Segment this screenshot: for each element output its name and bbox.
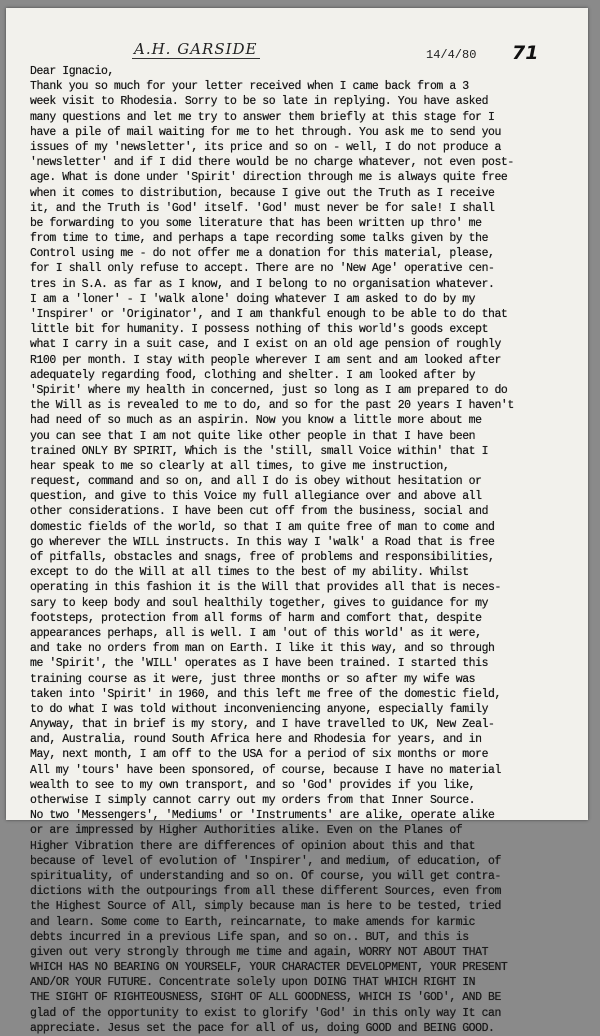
letter-line: R100 per month. I stay with people wherever I am sent and am looked after [30, 353, 501, 367]
letter-line: hear speak to me so clearly at all times, to give me instruction, [30, 459, 450, 473]
letter-line: to do what I was told without inconveniencing anyone, especially family [30, 702, 489, 716]
letter-line: and take no orders from man on Earth. I like it this way, and so through [30, 642, 495, 656]
letter-line: dictions with the outpourings from all these different Sources, even from [30, 885, 501, 899]
letter-line: No two 'Messengers', 'Mediums' or 'Instruments' are alike, operate alike [30, 809, 495, 823]
letter-line: 'Inspirer' or 'Originator', and I am thankful enough to be able to do that [30, 308, 508, 321]
letter-line: except to do the Will at all times to the best of my ability. Whilst [30, 566, 469, 580]
letter-line: and, Australia, round South Africa here and Rhodesia for years, and in [30, 733, 482, 747]
letter-line: domestic fields of the world, so that I am quite free of man to come and [30, 520, 495, 534]
letter-line: taken into 'Spirit' in 1960, and this left me free of the domestic field, [30, 687, 501, 701]
letter-line: otherwise I simply cannot carry out my orders from that Inner Source. [30, 794, 476, 807]
letter-line: request, command and so on, and all I do is obey without hesitation or [30, 475, 482, 489]
letter-line: it, and the Truth is 'God' itself. 'God' must never be for sale! I shall [30, 201, 495, 215]
page-number: 71 [512, 42, 539, 64]
letter-line: little bit for humanity. I possess nothing of this world's goods except [30, 323, 489, 337]
letter-line: question, and give to this Voice my full allegiance over and above all [30, 490, 482, 504]
letter-line: the Highest Source of All, simply because man is here to be tested, tried [30, 900, 501, 914]
letter-line: spirituality, of understanding and so on. Of course, you will get contra- [30, 869, 501, 883]
letter-line: footsteps, protection from all forms of harm and comfort that, despite [30, 611, 482, 625]
letter-line: appreciate. Jesus set the pace for all of us, doing GOOD and BEING GOOD. [30, 1021, 495, 1035]
letter-line: from time to time, and perhaps a tape recording some talks given by the [30, 232, 489, 246]
letter-line: tres in S.A. as far as I know, and I belong to no organisation whatever. [30, 277, 495, 291]
letter-line: appearances perhaps, all is well. I am 'out of this world' as it were, [30, 626, 482, 640]
letter-line: the Will as is revealed to me to do, and so for the past 20 years I haven't [30, 399, 514, 413]
letter-line: because of level of evolution of 'Inspirer', and medium, of education, of [30, 854, 501, 868]
letter-line: issues of my 'newsletter', its price and so on - well, I do not produce a [30, 140, 501, 154]
letter-line: THE SIGHT OF RIGHTEOUSNESS, SIGHT OF ALL GOODNESS, WHICH IS 'GOD', AND BE [30, 991, 501, 1005]
letter-line: debts incurred in a previous Life span, and so on.. BUT, and this is [30, 930, 469, 944]
letter-line: operating in this fashion it is the Will that provides all that is neces- [30, 581, 501, 595]
letter-line: age. What is done under 'Spirit' direction through me is always quite free [30, 171, 508, 185]
letter-line: 'Spirit' where my health in concerned, just so long as I am prepared to do [30, 383, 508, 397]
letter-line: adequately regarding food, clothing and shelter. I am looked after by [30, 368, 476, 382]
letter-line: and learn. Some come to Earth, reincarnate, to make amends for karmic [30, 915, 476, 929]
letter-line: AND/OR YOUR FUTURE. Concentrate solely upon DOING THAT WHICH RIGHT IN [30, 976, 476, 990]
letter-line: given out very strongly through me time and again, WORRY NOT ABOUT THAT [30, 945, 489, 959]
letter-line: had need of so much as an aspirin. Now you know a little more about me [30, 414, 482, 428]
letter-line: other considerations. I have been cut off from the business, social and [30, 505, 489, 519]
letter-line: go wherever the WILL instructs. In this way I 'walk' a Road that is free [30, 535, 495, 549]
letter-line: Dear Ignacio, [30, 65, 114, 78]
letter-line: All my 'tours' have been sponsored, of course, because I have no material [30, 763, 501, 777]
letter-line: wealth to see to my own transport, and so 'God' provides if you like, [30, 778, 476, 792]
letter-page [6, 8, 588, 1035]
letter-line: of pitfalls, obstacles and snags, free of problems and responsibilities, [30, 551, 495, 564]
letter-date: 14/4/80 [426, 48, 477, 62]
letter-body [30, 64, 580, 1036]
letter-line: May, next month, I am off to the USA for a period of six months or more [30, 748, 489, 762]
letter-line: 'newsletter' and if I did there would be no charge whatever, not even post- [30, 156, 514, 170]
letter-line: or are impressed by Higher Authorities alike. Even on the Planes of [30, 824, 463, 838]
letter-line: I am a 'loner' - I 'walk alone' doing whatever I am asked to do by my [30, 292, 476, 306]
letter-line: Control using me - do not offer me a donation for this material, please, [30, 247, 495, 261]
letter-line: WHICH HAS NO BEARING ON YOURSELF, YOUR CHARACTER DEVELOPMENT, YOUR PRESENT [30, 961, 508, 975]
letter-line: when it comes to distribution, because I give out the Truth as I receive [30, 186, 495, 200]
letter-line: sary to keep body and soul healthily together, gives to guidance for my [30, 596, 489, 610]
letter-line: Higher Vibration there are differences of opinion about this and that [30, 839, 476, 853]
letter-line: week visit to Rhodesia. Sorry to be so late in replying. You have asked [30, 95, 489, 109]
letter-line: for I shall only refuse to accept. There are no 'New Age' operative cen- [30, 262, 495, 276]
letter-line: me 'Spirit', the 'WILL' operates as I have been trained. I started this [30, 657, 489, 671]
letter-line: glad of the opportunity to exist to glorify 'God' in this only way It can [30, 1006, 501, 1020]
letter-line: training course as it were, just three months or so after my wife was [30, 672, 476, 686]
letter-line: what I carry in a suit case, and I exist on an old age pension of roughly [30, 338, 501, 352]
letter-line: Thank you so much for your letter received when I came back from a 3 [30, 80, 469, 94]
letter-line: trained ONLY BY SPIRIT, Which is the 'still, small Voice within' that I [30, 444, 489, 458]
letter-line: be forwarding to you some literature that has been written up thro' me [30, 216, 482, 230]
letter-line: you can see that I am not quite like other people in that I have been [30, 429, 476, 443]
letter-line: Anyway, that in brief is my story, and I have travelled to UK, New Zeal- [30, 718, 495, 732]
author-name-header: A.H. GARSIDE [134, 40, 258, 58]
letter-line: have a pile of mail waiting for me to het through. You ask me to send you [30, 125, 501, 139]
letter-line: many questions and let me try to answer them briefly at this stage for I [30, 110, 495, 124]
